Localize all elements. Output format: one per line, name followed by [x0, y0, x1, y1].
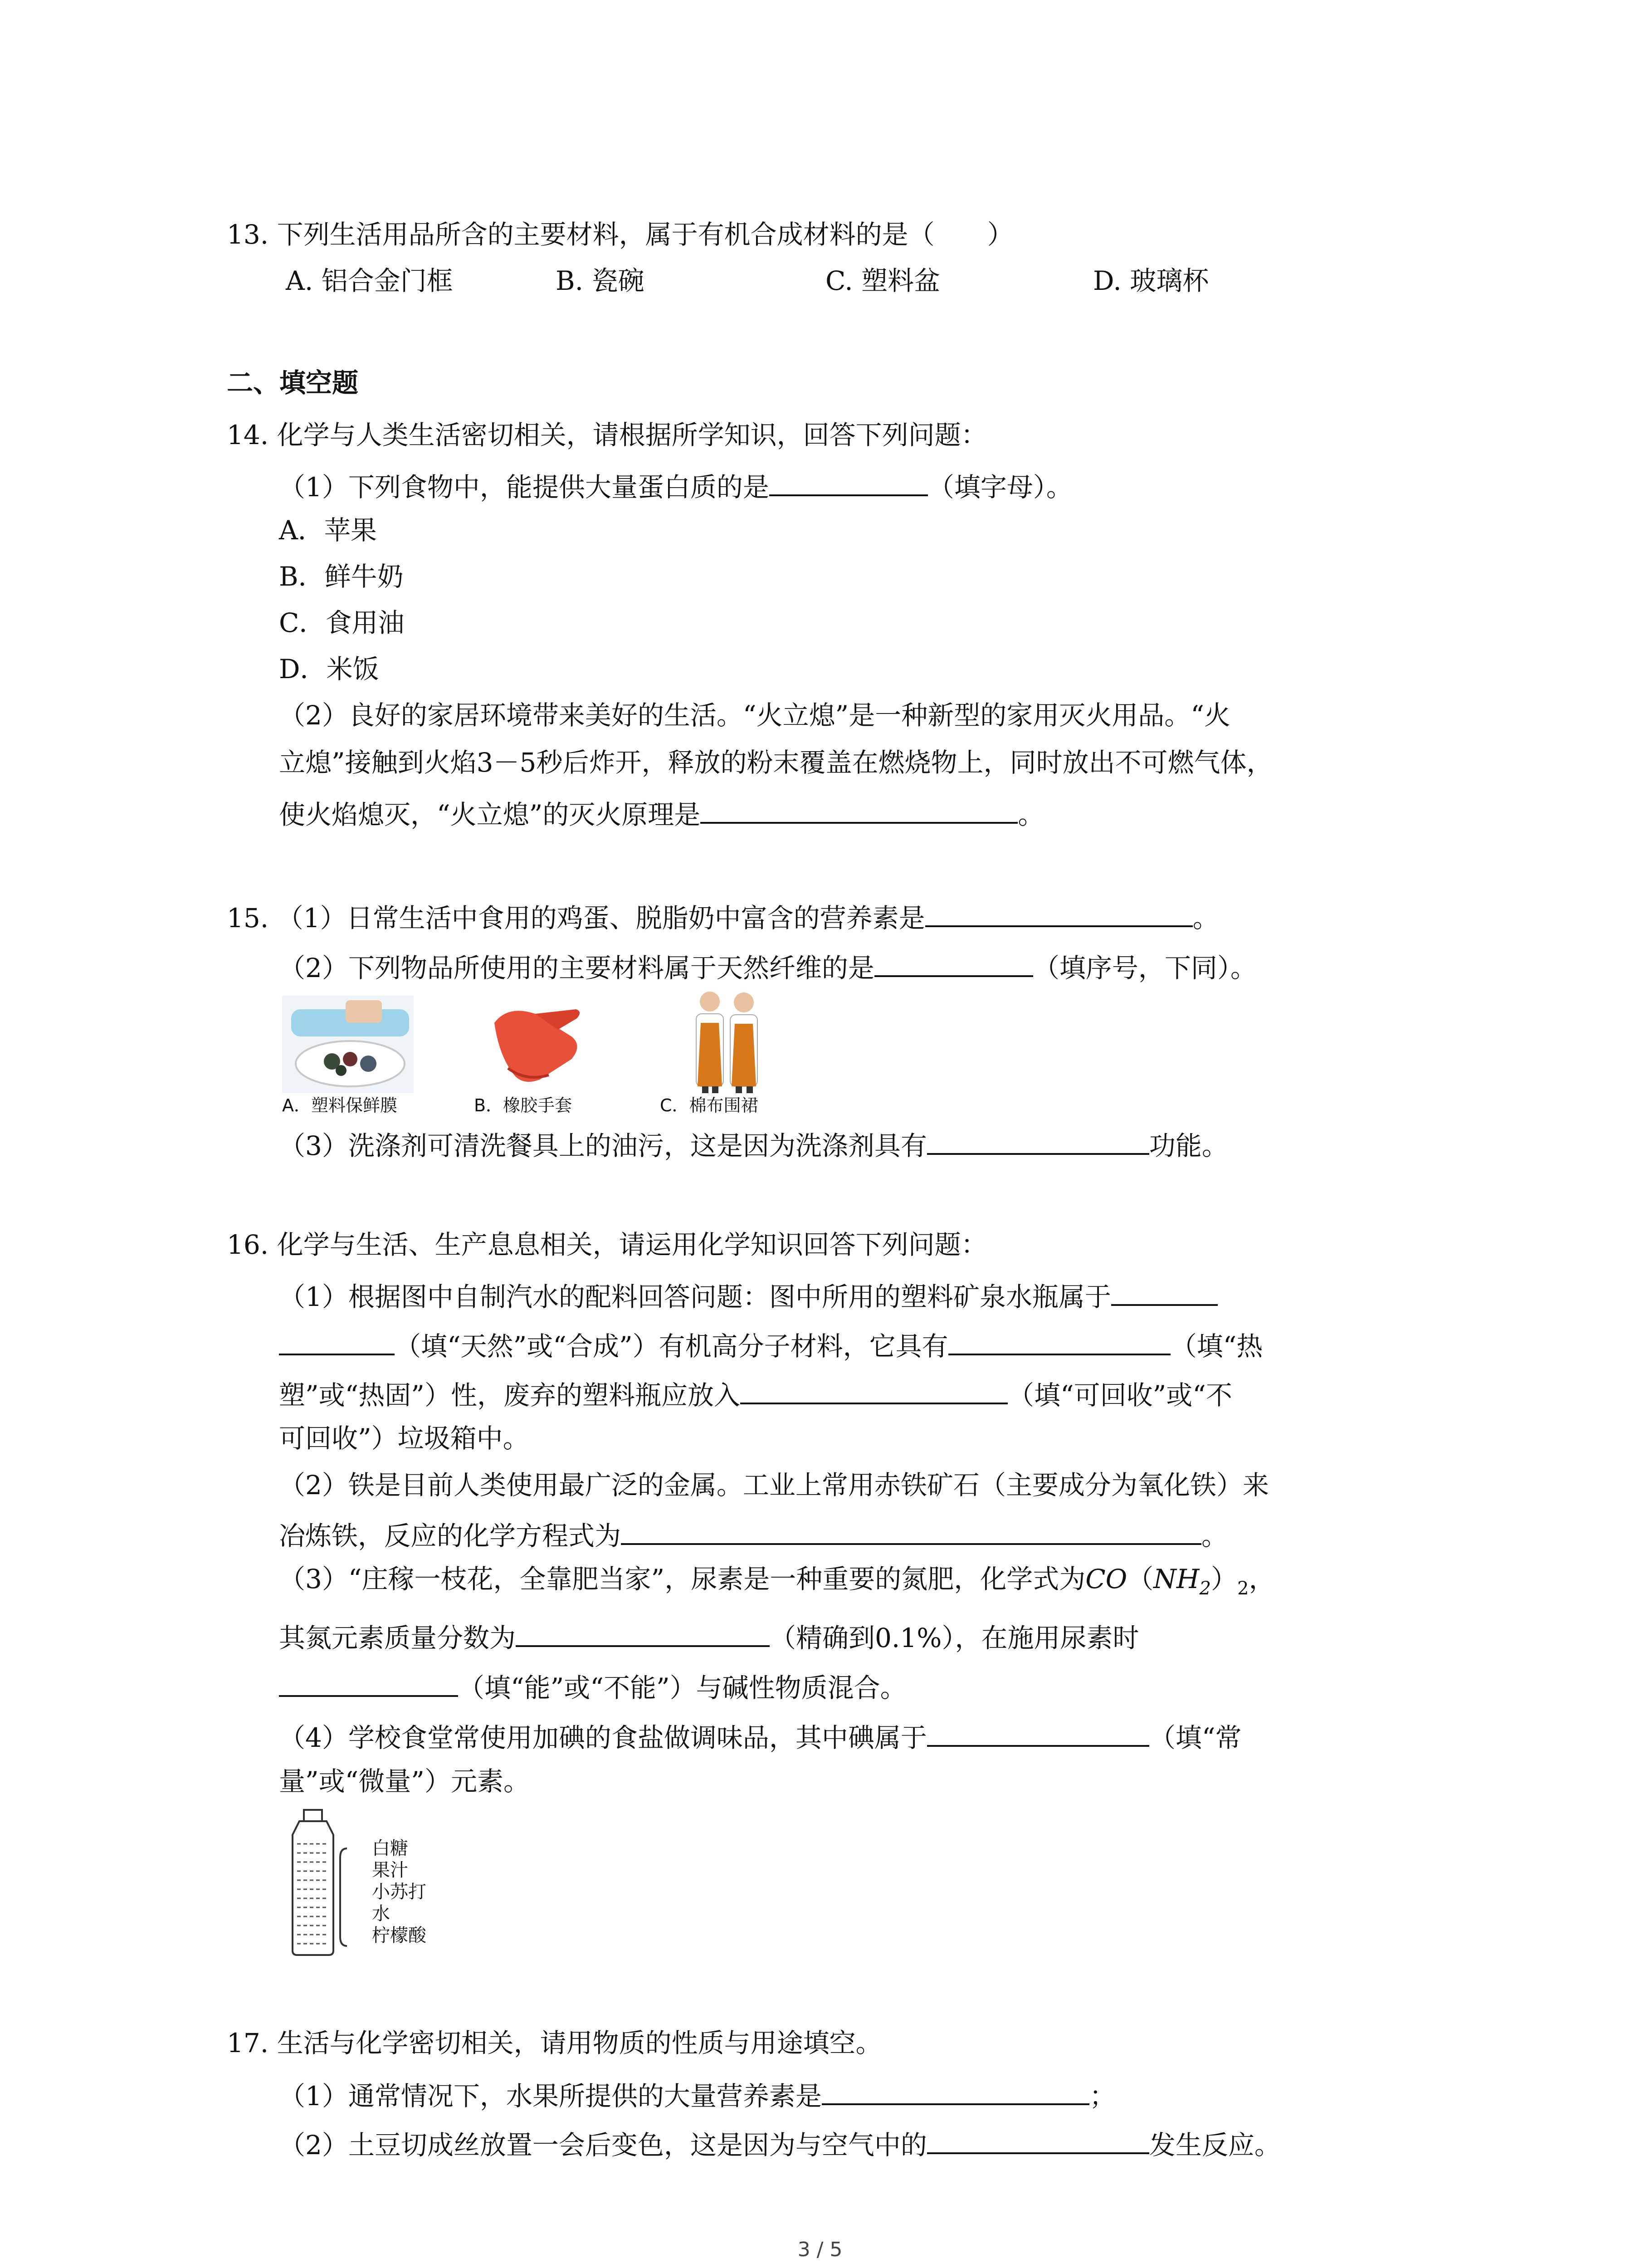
- q14-part2-line1: （2）良好的家居环境带来美好的生活。“火立熄”是一种新型的家用灭火用品。“火: [279, 700, 1230, 731]
- q16-part3-comma: ，: [1249, 1564, 1275, 1594]
- cotton-apron-image: [680, 989, 771, 1093]
- q14-part2-suffix: 。: [1018, 799, 1045, 830]
- q15-part2-blank[interactable]: [874, 952, 1033, 977]
- q16-part1-line1: [279, 1281, 1218, 1310]
- q15-part3-suffix: 功能。: [1149, 1130, 1228, 1161]
- q15-part2: [279, 952, 1257, 981]
- q16-part4-blank[interactable]: [927, 1721, 1149, 1747]
- q16-part3-line1: [279, 1566, 1275, 1598]
- bottle-label-baking-soda: 小苏打: [372, 1882, 426, 1902]
- q16-part1-blank3[interactable]: [740, 1379, 1008, 1404]
- q16-part1-text1: （1）根据图中自制汽水的配料回答问题：图中所用的塑料矿泉水瓶属于: [279, 1281, 1111, 1312]
- q14-option-d: D．米饭: [279, 654, 379, 684]
- urea-formula-sub2: 2: [1237, 1578, 1249, 1599]
- q16-stem: 16. 化学与生活、生产息息相关，请运用化学知识回答下列问题：: [227, 1229, 987, 1260]
- q16-part2-line2: [279, 1520, 1228, 1549]
- q16-part3-blank1[interactable]: [516, 1622, 770, 1647]
- urea-formula-open: （: [1127, 1564, 1154, 1594]
- q15-part3: [279, 1129, 1228, 1159]
- q13-option-c: C. 塑料盆: [825, 265, 941, 296]
- bottle-label-sugar: 白糖: [372, 1838, 408, 1859]
- section-title: 二、填空题: [227, 367, 359, 398]
- image-caption-b: B．橡胶手套: [474, 1095, 572, 1115]
- q16-part1-blank2[interactable]: [948, 1330, 1171, 1355]
- urea-formula-co: CO: [1085, 1564, 1128, 1594]
- q15-part1-blank[interactable]: [925, 902, 1193, 927]
- q16-part2-text: 冶炼铁，反应的化学方程式为: [279, 1520, 621, 1551]
- q17-part2-text: （2）土豆切成丝放置一会后变色，这是因为与空气中的: [279, 2130, 927, 2160]
- q15-part2-suffix: （填序号，下同）。: [1033, 953, 1257, 983]
- q15-part2-text: （2）下列物品所使用的主要材料属于天然纤维的是: [279, 953, 874, 983]
- q14-part2-text: 使火焰熄灭，“火立熄”的灭火原理是: [279, 799, 701, 830]
- q16-part3-text3: （精确到0.1%），在施用尿素时: [770, 1623, 1139, 1653]
- rubber-glove-image: [481, 996, 590, 1093]
- urea-formula-sub: 2: [1199, 1578, 1211, 1599]
- q16-part1-blank1[interactable]: [1111, 1281, 1218, 1306]
- q14-part1-text: （1）下列食物中，能提供大量蛋白质的是: [279, 472, 769, 503]
- q17-part2-suffix: 发生反应。: [1149, 2130, 1281, 2160]
- q14-part2-line3: [279, 798, 1044, 828]
- q14-part1: [279, 471, 1073, 503]
- image-caption-c: C．棉布围裙: [660, 1095, 758, 1115]
- q15-part1-text: 15. （1）日常生活中食用的鸡蛋、脱脂奶中富含的营养素是: [227, 903, 925, 934]
- urea-formula-close: ）: [1210, 1564, 1237, 1594]
- q16-part3-line3: [279, 1672, 907, 1701]
- bottle-label-juice: 果汁: [372, 1860, 408, 1881]
- q16-part3-text: （3）“庄稼一枝花，全靠肥当家”，尿素是一种重要的氮肥，化学式为: [279, 1564, 1086, 1594]
- q16-part3-blank2[interactable]: [279, 1672, 458, 1697]
- q16-part3-text4: （填“能”或“不能”）与碱性物质混合。: [458, 1672, 907, 1703]
- q14-part1-blank[interactable]: [769, 471, 928, 496]
- q16-part1-line3: [279, 1379, 1232, 1411]
- q14-option-b: B．鲜牛奶: [279, 561, 404, 592]
- bottle-label-citric-acid: 柠檬酸: [372, 1925, 426, 1946]
- plastic-wrap-image: [282, 996, 414, 1093]
- q13-option-a: A. 铝合金门框: [286, 265, 453, 296]
- q16-part3-text2: 其氮元素质量分数为: [279, 1623, 516, 1653]
- q15-part1-suffix: 。: [1192, 903, 1219, 934]
- q14-part1-suffix: （填字母）。: [927, 472, 1073, 503]
- q17-part1-text: （1）通常情况下，水果所提供的大量营养素是: [279, 2081, 822, 2112]
- q16-part2-blank[interactable]: [621, 1520, 1201, 1545]
- q14-option-c: C．食用油: [279, 607, 405, 638]
- q15-part3-blank[interactable]: [927, 1129, 1149, 1155]
- q17-part2-blank[interactable]: [927, 2129, 1149, 2154]
- q13-stem: 13. 下列生活用品所含的主要材料，属于有机合成材料的是（ ）: [227, 219, 1014, 250]
- q15-part3-text: （3）洗涤剂可清洗餐具上的油污，这是因为洗涤剂具有: [279, 1130, 927, 1161]
- page-number: 3 / 5: [797, 2238, 843, 2261]
- q16-part2-suffix: 。: [1201, 1520, 1228, 1551]
- q14-option-a: A．苹果: [279, 515, 377, 546]
- q15-part1: [227, 902, 1219, 934]
- q16-part1-text3: （填“热: [1170, 1331, 1263, 1362]
- q14-part2-blank[interactable]: [700, 798, 1018, 824]
- q13-option-d: D. 玻璃杯: [1093, 265, 1209, 296]
- urea-formula-nh: NH: [1153, 1564, 1200, 1594]
- q16-part4-line1: [279, 1721, 1242, 1751]
- q16-part1-line2: [279, 1330, 1263, 1362]
- q16-part4-suffix: （填“常: [1149, 1722, 1242, 1753]
- soda-bottle-image: [279, 1808, 370, 1957]
- q17-part1: [279, 2080, 1116, 2112]
- q17-stem: 17. 生活与化学密切相关，请用物质的性质与用途填空。: [227, 2028, 882, 2058]
- q14-part2-line2: 立熄”接触到火焰3－5秒后炸开，释放的粉末覆盖在燃烧物上，同时放出不可燃气体，: [279, 747, 1273, 778]
- q16-part2-line1: （2）铁是目前人类使用最广泛的金属。工业上常用赤铁矿石（主要成分为氧化铁）来: [279, 1470, 1269, 1501]
- bottle-label-water: 水: [372, 1903, 390, 1924]
- q16-part1-text4: 塑”或“热固”）性，废弃的塑料瓶应放入: [279, 1380, 740, 1411]
- q14-stem: 14. 化学与人类生活密切相关，请根据所学知识，回答下列问题：: [227, 420, 987, 450]
- q16-part1-blank1-cont[interactable]: [279, 1330, 395, 1355]
- q16-part1-text2: （填“天然”或“合成”）有机高分子材料，它具有: [395, 1331, 948, 1362]
- q17-part2: [279, 2129, 1281, 2158]
- image-caption-a: A．塑料保鲜膜: [282, 1095, 397, 1115]
- q13-option-b: B. 瓷碗: [556, 265, 644, 296]
- q16-part1-line4: 可回收”）垃圾箱中。: [279, 1423, 529, 1454]
- q16-part3-line2: [279, 1622, 1139, 1651]
- q16-part1-text5: （填“可回收”或“不: [1007, 1380, 1232, 1411]
- q16-part4-line2: 量”或“微量”）元素。: [279, 1766, 530, 1797]
- q16-part4-text: （4）学校食堂常使用加碘的食盐做调味品，其中碘属于: [279, 1722, 927, 1753]
- q17-part1-blank[interactable]: [822, 2080, 1089, 2105]
- q17-part1-suffix: ；: [1089, 2081, 1116, 2112]
